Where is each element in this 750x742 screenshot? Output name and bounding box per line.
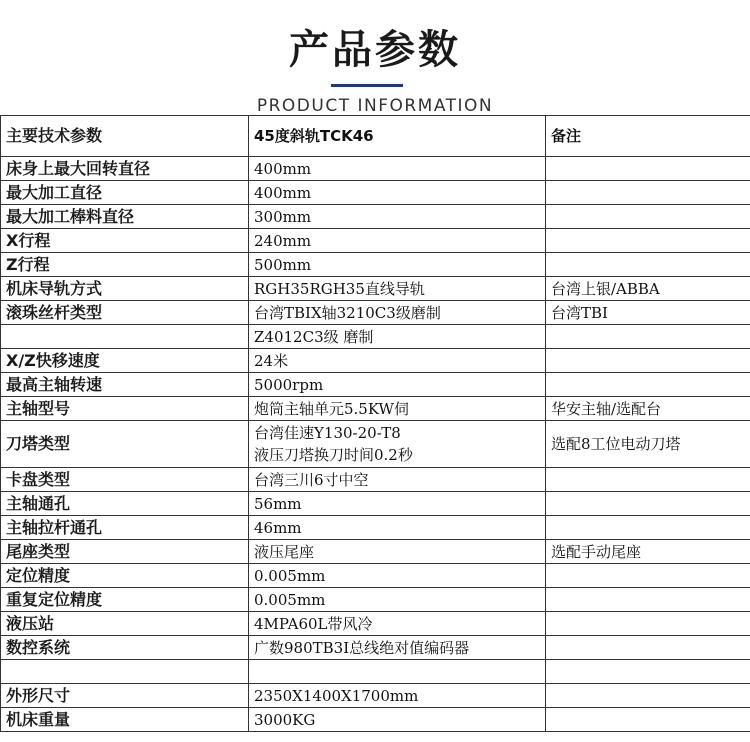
table-row [1,660,750,684]
row-note [546,229,750,253]
row-value: 24米 [249,349,546,373]
table-row [1,157,750,181]
row-note: 选配手动尾座 [546,540,750,564]
row-note [546,708,750,732]
table-row [1,492,750,516]
row-note [546,349,750,373]
row-label [1,660,249,684]
table-row [1,612,750,636]
table-row [1,708,750,732]
row-note [546,492,750,516]
row-value [249,660,546,684]
row-note [546,516,750,540]
row-value: 400mm [249,157,546,181]
row-value-line: 台湾佳速Y130-20-T8 [254,424,401,442]
table-row [1,540,750,564]
row-label: 刀塔类型 [1,421,249,468]
row-value: 2350X1400X1700mm [249,684,546,708]
row-value: 台湾TBIX轴3210C3级磨制 [249,301,546,325]
row-value: 3000KG [249,708,546,732]
spec-table [0,115,750,732]
row-label: X行程 [1,229,249,253]
row-note [546,684,750,708]
table-row [1,229,750,253]
row-note [546,660,750,684]
row-value: 台湾三川6寸中空 [249,468,546,492]
row-note: 选配8工位电动刀塔 [546,421,750,468]
row-note: 华安主轴/选配台 [546,397,750,421]
row-label: Z行程 [1,253,249,277]
table-row [1,636,750,660]
row-note: 台湾TBI [546,301,750,325]
page-subtitle: PRODUCT INFORMATION [256,96,494,116]
row-value: RGH35RGH35直线导轨 [249,277,546,301]
row-value: 0.005mm [249,588,546,612]
table-row [1,277,750,301]
row-note [546,325,750,349]
row-label: 数控系统 [1,636,249,660]
table-row [1,397,750,421]
row-label: 滚珠丝杆类型 [1,301,249,325]
row-note [546,564,750,588]
table-row [1,684,750,708]
row-value: 0.005mm [249,564,546,588]
row-label: 最高主轴转速 [1,373,249,397]
row-label: 主轴拉杆通孔 [1,516,249,540]
row-label: 尾座类型 [1,540,249,564]
row-note [546,468,750,492]
table-row [1,564,750,588]
row-value: 56mm [249,492,546,516]
row-label [1,325,249,349]
row-value: 5000rpm [249,373,546,397]
row-note [546,588,750,612]
row-note [546,181,750,205]
row-value: 500mm [249,253,546,277]
row-label: 重复定位精度 [1,588,249,612]
row-value: 广数980TB3I总线绝对值编码器 [249,636,546,660]
table-row [1,349,750,373]
row-note [546,612,750,636]
row-note [546,636,750,660]
row-label: 主轴通孔 [1,492,249,516]
row-label: X/Z快移速度 [1,349,249,373]
row-label: 机床重量 [1,708,249,732]
page-title: 产品参数 [289,27,461,73]
row-value: 240mm [249,229,546,253]
row-value: 300mm [249,205,546,229]
row-label: 液压站 [1,612,249,636]
row-value: 炮筒主轴单元5.5KW伺 [249,397,546,421]
row-label: 机床导轨方式 [1,277,249,301]
row-value: 液压尾座 [249,540,546,564]
row-value [249,421,546,468]
table-row [1,253,750,277]
header-cell-note: 备注 [546,116,750,157]
row-label: 最大加工直径 [1,181,249,205]
header-cell-param: 主要技术参数 [1,116,249,157]
table-row [1,373,750,397]
row-label: 主轴型号 [1,397,249,421]
row-label: 卡盘类型 [1,468,249,492]
row-value-line: 液压刀塔换刀时间0.2秒 [254,446,413,464]
table-row [1,468,750,492]
row-label: 外形尺寸 [1,684,249,708]
row-note [546,205,750,229]
title-underline [331,84,403,87]
header-cell-model: 45度斜轨TCK46 [249,116,546,157]
row-note: 台湾上银/ABBA [546,277,750,301]
row-value: Z4012C3级 磨制 [249,325,546,349]
table-row [1,588,750,612]
row-value: 46mm [249,516,546,540]
row-label: 最大加工棒料直径 [1,205,249,229]
table-row [1,516,750,540]
row-note [546,373,750,397]
table-header-row [1,116,750,157]
table-row [1,421,750,468]
table-row [1,325,750,349]
row-note [546,157,750,181]
table-row [1,205,750,229]
table-row [1,181,750,205]
row-value: 4MPA60L带风冷 [249,612,546,636]
row-note [546,253,750,277]
row-label: 定位精度 [1,564,249,588]
row-value: 400mm [249,181,546,205]
table-row [1,301,750,325]
row-label: 床身上最大回转直径 [1,157,249,181]
